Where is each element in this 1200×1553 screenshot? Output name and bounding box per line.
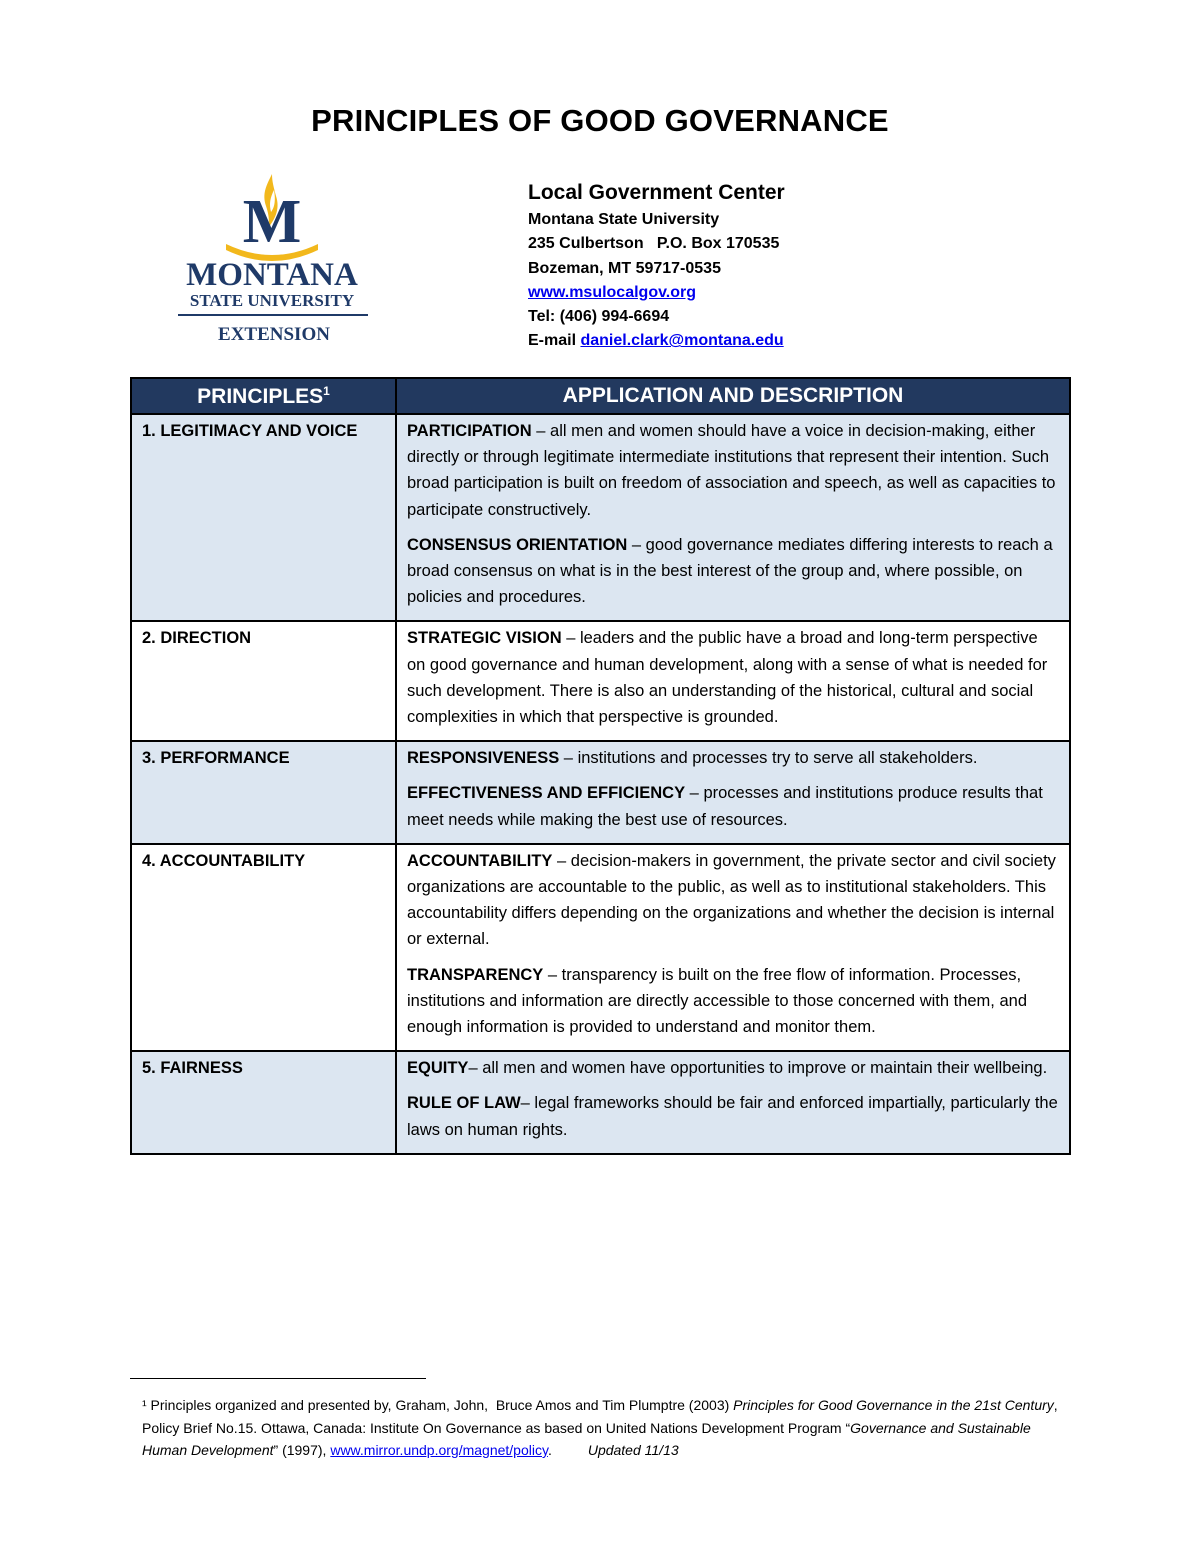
footnote-separator (130, 1378, 426, 1379)
updated-date: Updated 11/13 (587, 1442, 679, 1458)
telephone: Tel: (406) 994-6694 (528, 308, 670, 326)
description-item (407, 848, 1059, 953)
footnote-text: . (547, 1442, 552, 1458)
footnote-ref: 1 (323, 383, 330, 398)
description-item (407, 780, 1059, 832)
description-cell (396, 741, 1070, 844)
footnote-text: ” (1997), (273, 1442, 331, 1458)
term: RULE OF LAW (407, 1094, 521, 1113)
term: CONSENSUS ORIENTATION (407, 535, 628, 554)
term: ACCOUNTABILITY (407, 851, 553, 870)
term-text: – processes and institutions produce results that meet needs while making the best use of resources. (407, 784, 1043, 829)
table-header-row (131, 378, 1070, 414)
term-text: – transparency is built on the free flow of information. Processes, institutions and information are directly accessible to those concerned with them, and enough information is provided to understand and monitor them. (407, 965, 1027, 1037)
description-item (407, 962, 1059, 1041)
logo-line3: EXTENSION (218, 324, 330, 345)
table-row (131, 621, 1070, 741)
principles-table (130, 377, 1071, 1155)
term-text: – all men and women should have a voice in decision-making, either directly or through legitimate intermediate institutions that represent their intention. Such broad participation is built on freedom of association and speech, as well as capacities to participate constructively. (407, 422, 1056, 519)
footnote-book-title: Principles for Good Governance in the 21st Century (733, 1397, 1054, 1413)
contact-block (528, 178, 785, 354)
principle-cell: 3. PERFORMANCE (131, 741, 396, 844)
website-link[interactable]: www.msulocalgov.org (528, 283, 697, 301)
term: EQUITY (407, 1059, 469, 1078)
msu-logo-graphic (170, 170, 375, 350)
footnote-program-title: Governance and Sustainable Human Development (142, 1419, 1031, 1458)
description-item (407, 418, 1059, 523)
term-text: – leaders and the public have a broad and long-term perspective on good governance and human development, along with a sense of what is needed for such development. There is also an understanding of the historical, cultural and social complexities in which that perspective is grounded. (407, 629, 1048, 727)
description-cell (396, 621, 1070, 741)
email-link[interactable]: daniel.clark@montana.edu (580, 332, 784, 350)
footnote-mark: ¹ (142, 1397, 147, 1413)
table-row (131, 741, 1070, 844)
principle-cell: 4. ACCOUNTABILITY (131, 844, 396, 1051)
city-address: Bozeman, MT 59717-0535 (528, 259, 721, 277)
principle-cell: 5. FAIRNESS (131, 1051, 396, 1154)
footnote-text: Principles organized and presented by, Graham, John, Bruce Amos and Tim Plumptre (2003) (146, 1397, 734, 1413)
logo-line1: MONTANA (186, 257, 358, 293)
undp-link[interactable]: www.mirror.undp.org/magnet/policy (330, 1442, 548, 1458)
logo-line2: STATE UNIVERSITY (189, 291, 355, 310)
description-cell (396, 844, 1070, 1051)
footnote (142, 1394, 1072, 1462)
term-text: – all men and women have opportunities to improve or maintain their wellbeing. (468, 1059, 1048, 1078)
term: PARTICIPATION (407, 422, 532, 440)
table-row (131, 414, 1070, 621)
description-item (407, 1090, 1059, 1142)
principles-header-label: PRINCIPLES (197, 384, 324, 408)
logo-letter-m: M (242, 188, 302, 256)
university-name: Montana State University (528, 211, 720, 228)
term-text: – legal frameworks should be fair and enforced impartially, particularly the laws on human rights. (407, 1094, 1058, 1139)
table-row (131, 1051, 1070, 1154)
principle-cell: 2. DIRECTION (131, 621, 396, 741)
term: RESPONSIVENESS (407, 749, 560, 768)
term-text: – decision-makers in government, the private sector and civil society organizations are accountable to the public, as well as to institutional stakeholders. This accountability differs depending on the organizations and whether the decision is internal or external. (407, 851, 1056, 949)
description-cell (396, 414, 1070, 621)
description-item (407, 532, 1059, 611)
term: TRANSPARENCY (407, 965, 544, 984)
table-row (131, 844, 1070, 1051)
email-label: E-mail (528, 332, 581, 350)
principle-cell: 1. LEGITIMACY AND VOICE (131, 414, 396, 621)
application-column-header: APPLICATION AND DESCRIPTION (396, 378, 1070, 414)
description-item (407, 745, 1059, 771)
description-cell (396, 1051, 1070, 1154)
msu-extension-logo (170, 170, 375, 350)
term: STRATEGIC VISION (407, 629, 562, 648)
description-item (407, 1055, 1059, 1081)
footnote-text: , Policy Brief No.15. Ottawa, Canada: Institute On Governance as based on United Nations Development Program “ (142, 1397, 1058, 1436)
street-address: 235 Culbertson P.O. Box 170535 (528, 235, 780, 253)
page-title: PRINCIPLES OF GOOD GOVERNANCE (311, 103, 889, 138)
term-text: – institutions and processes try to serve all stakeholders. (559, 749, 978, 768)
org-name: Local Government Center (528, 181, 785, 204)
description-item (407, 625, 1059, 730)
term-text: – good governance mediates differing interests to reach a broad consensus on what is in the best interest of the group and, where possible, on policies and procedures. (407, 535, 1053, 607)
principles-column-header (131, 378, 396, 414)
term: EFFECTIVENESS AND EFFICIENCY (407, 784, 686, 803)
